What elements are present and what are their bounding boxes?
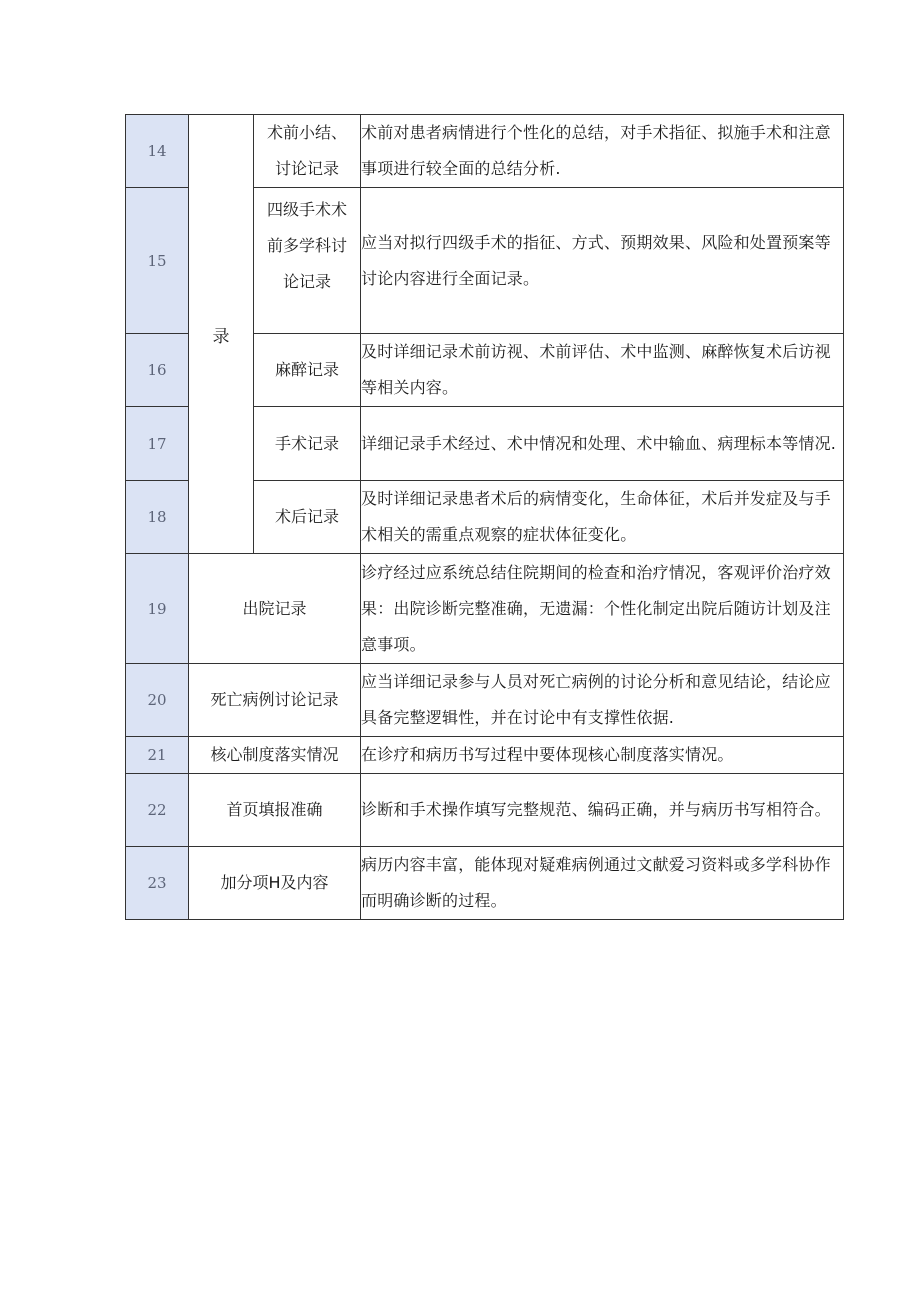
item-name: 核心制度落实情况 (189, 737, 361, 774)
row-number: 18 (126, 481, 189, 554)
item-description: 在诊疗和病历书写过程中要体现核心制度落实情况。 (361, 737, 844, 774)
item-name (254, 188, 361, 334)
item-description: 诊断和手术操作填写完整规范、编码正确，并与病历书写相符合。 (361, 774, 844, 847)
table-row (126, 554, 844, 664)
row-number: 22 (126, 774, 189, 847)
item-name: 麻醉记录 (254, 334, 361, 407)
item-description: 应当详细记录参与人员对死亡病例的讨论分析和意见结论，结论应具备完整逻辑性，并在讨论中有支撑性依据. (361, 664, 844, 737)
table-row (126, 774, 844, 847)
item-name: 死亡病例讨论记录 (189, 664, 361, 737)
item-description: 及时详细记录患者术后的病情变化，生命体征，术后并发症及与手术相关的需重点观察的症状体征变化。 (361, 481, 844, 554)
row-number: 23 (126, 847, 189, 920)
item-name (254, 115, 361, 188)
row-number: 17 (126, 407, 189, 481)
table-row (126, 115, 844, 188)
item-description: 病历内容丰富，能体现对疑难病例通过文献爱习资料或多学科协作而明确诊断的过程。 (361, 847, 844, 920)
item-name-line: 四级手术术 (266, 200, 347, 219)
table-row (126, 737, 844, 774)
item-description: 诊疗经过应系统总结住院期间的检查和治疗情况，客观评价治疗效果：出院诊断完整准确，无遗漏：个性化制定出院后随访计划及注意事项。 (361, 554, 844, 664)
record-criteria-table (125, 114, 844, 920)
item-description: 及时详细记录术前访视、术前评估、术中监测、麻醉恢复术后访视等相关内容。 (361, 334, 844, 407)
table-row (126, 847, 844, 920)
table-row (126, 664, 844, 737)
item-description: 应当对拟行四级手术的指征、方式、预期效果、风险和处置预案等讨论内容进行全面记录。 (361, 188, 844, 334)
item-name: 首页填报准确 (189, 774, 361, 847)
item-name: 加分项H及内容 (189, 847, 361, 920)
row-number: 15 (126, 188, 189, 334)
item-description: 详细记录手术经过、术中情况和处理、术中输血、病理标本等情况. (361, 407, 844, 481)
item-name: 出院记录 (189, 554, 361, 664)
item-description: 术前对患者病情进行个性化的总结，对手术指征、拟施手术和注意事项进行较全面的总结分析. (361, 115, 844, 188)
row-number: 21 (126, 737, 189, 774)
item-name-line: 论记录 (282, 272, 331, 291)
row-number: 19 (126, 554, 189, 664)
row-number: 16 (126, 334, 189, 407)
item-name: 术后记录 (254, 481, 361, 554)
item-name: 手术记录 (254, 407, 361, 481)
row-number: 14 (126, 115, 189, 188)
item-name-line: 前多学科讨 (266, 236, 347, 255)
row-number: 20 (126, 664, 189, 737)
item-name-line: 术前小结、 (266, 123, 347, 142)
group-label: 录 (189, 115, 254, 554)
item-name-line: 讨论记录 (274, 159, 339, 178)
